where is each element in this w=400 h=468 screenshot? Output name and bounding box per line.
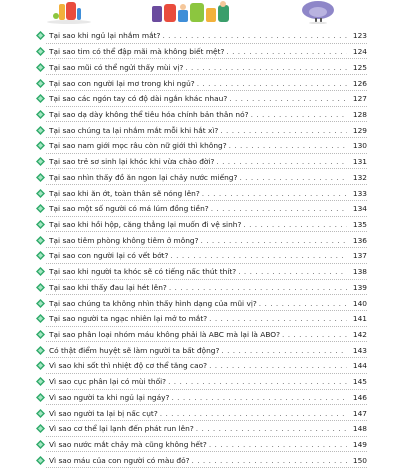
toc-entry-page-number: 124: [352, 47, 367, 57]
toc-entry-title: Tại sao tim có thể đập mãi mà không biết mệt?: [49, 47, 225, 57]
dot-leader: [170, 251, 347, 260]
toc-entry-title: Vì sao người ta lại bị nấc cụt?: [49, 408, 158, 418]
header-illustrations: [0, 0, 400, 24]
toc-entry-title: Tại sao một số người có má lúm đồng tiền?: [49, 204, 209, 214]
toc-entry-page-number: 125: [352, 62, 367, 72]
diamond-bullet-icon: [36, 409, 45, 418]
toc-entry: [36, 358, 367, 374]
toc-entry-line: [49, 157, 367, 166]
toc-entry: [36, 59, 367, 75]
dot-leader: [239, 173, 347, 182]
dot-leader: [185, 63, 347, 72]
toc-entry-title: Vì sao cục phân lại có mùi thối?: [49, 377, 167, 387]
toc-entry: [36, 122, 367, 138]
dot-leader: [160, 409, 347, 418]
toc-entry-page-number: 150: [352, 455, 367, 465]
toc-entry-line: [49, 299, 367, 308]
toc-entry: [36, 217, 367, 233]
toc-entry-title: Tại sao khi người ta khóc sẽ có tiếng nấc thút thít?: [49, 267, 237, 277]
cartoon-children-group-illustration: [150, 0, 232, 24]
toc-entry-title: Tại sao khi thấy đau lại hét lên?: [49, 282, 167, 292]
diamond-bullet-icon: [36, 220, 45, 229]
toc-entry-title: Vì sao cơ thể lại lạnh đến phát run lên?: [49, 424, 194, 434]
toc-entry-line: [49, 267, 367, 276]
table-of-contents: [36, 28, 367, 468]
diamond-bullet-icon: [36, 424, 45, 433]
toc-entry-title: Tại sao tiêm phòng không tiêm ở mông?: [49, 235, 199, 245]
toc-entry-title: Vì sao nước mắt chảy mà cũng không hết?: [49, 440, 207, 450]
toc-entry-page-number: 123: [352, 31, 367, 41]
diamond-bullet-icon: [36, 126, 45, 135]
toc-entry: [36, 185, 367, 201]
toc-entry: [36, 342, 367, 358]
toc-entry: [36, 405, 367, 421]
dot-leader: [169, 283, 347, 292]
toc-entry: [36, 107, 367, 123]
dot-leader: [282, 330, 347, 339]
toc-entry-line: [49, 393, 367, 402]
toc-entry-title: Vì sao máu của con người có màu đỏ?: [49, 455, 190, 465]
toc-entry-line: [49, 31, 367, 40]
toc-entry-page-number: 149: [352, 440, 367, 450]
diamond-bullet-icon: [36, 267, 45, 276]
toc-entry-page-number: 135: [352, 219, 367, 229]
toc-entry-line: [49, 47, 367, 56]
toc-entry-title: Tại sao chúng ta lại nhắm mắt mỗi khi hắt xì?: [49, 125, 219, 135]
toc-entry-page-number: 128: [352, 109, 367, 119]
toc-entry: [36, 138, 367, 154]
dot-leader: [209, 361, 347, 370]
toc-entry-line: [49, 189, 367, 198]
toc-entry-page-number: 142: [352, 330, 367, 340]
toc-entry: [36, 75, 367, 91]
dot-leader: [201, 236, 347, 245]
toc-entry-title: Tại sao khi hồi hộp, căng thẳng lại muốn đi vệ sinh?: [49, 219, 242, 229]
dot-leader: [221, 346, 347, 355]
toc-entry: [36, 295, 367, 311]
toc-entry-title: Vì sao người ta khi ngủ lại ngáy?: [49, 392, 170, 402]
diamond-bullet-icon: [36, 189, 45, 198]
diamond-bullet-icon: [36, 440, 45, 449]
diamond-bullet-icon: [36, 79, 45, 88]
toc-entry-title: Có thật điểm huyệt sẽ làm người ta bất động?: [49, 345, 220, 355]
toc-entry-page-number: 145: [352, 377, 367, 387]
diamond-bullet-icon: [36, 63, 45, 72]
toc-entry-title: Tại sao khi ngủ lại nhắm mắt?: [49, 31, 161, 41]
diamond-bullet-icon: [36, 110, 45, 119]
toc-entry-line: [49, 79, 367, 88]
toc-entry-line: [49, 456, 367, 465]
dot-leader: [216, 157, 347, 166]
toc-entry-page-number: 134: [352, 204, 367, 214]
diamond-bullet-icon: [36, 173, 45, 182]
dot-leader: [259, 299, 347, 308]
toc-entry-page-number: 139: [352, 282, 367, 292]
toc-entry-page-number: 140: [352, 298, 367, 308]
dot-leader: [171, 393, 347, 402]
toc-entry: [36, 311, 367, 327]
dot-leader: [238, 267, 347, 276]
toc-entry-page-number: 130: [352, 141, 367, 151]
diamond-bullet-icon: [36, 456, 45, 465]
toc-entry-line: [49, 236, 367, 245]
toc-entry: [36, 280, 367, 296]
toc-entry-page-number: 148: [352, 424, 367, 434]
toc-entry-line: [49, 409, 367, 418]
toc-entry: [36, 452, 367, 468]
dot-leader: [162, 31, 347, 40]
dot-leader: [220, 126, 347, 135]
toc-entry-line: [49, 424, 367, 433]
toc-entry: [36, 327, 367, 343]
diamond-bullet-icon: [36, 251, 45, 260]
dot-leader: [209, 314, 347, 323]
toc-entry-page-number: 136: [352, 235, 367, 245]
diamond-bullet-icon: [36, 314, 45, 323]
toc-entry-line: [49, 173, 367, 182]
dot-leader: [226, 47, 347, 56]
toc-entry-line: [49, 126, 367, 135]
toc-entry-title: Tại sao chúng ta không nhìn thấy hình dạng của mũi vị?: [49, 298, 257, 308]
toc-entry-page-number: 126: [352, 78, 367, 88]
dot-leader: [243, 220, 347, 229]
toc-entry-page-number: 131: [352, 157, 367, 167]
diamond-bullet-icon: [36, 377, 45, 386]
diamond-bullet-icon: [36, 141, 45, 150]
toc-entry-title: Tại sao người ta ngạc nhiên lại mở to mắt?: [49, 314, 208, 324]
toc-entry: [36, 374, 367, 390]
dot-leader: [251, 110, 347, 119]
dot-leader: [202, 189, 347, 198]
toc-entry-title: Tại sao trẻ sơ sinh lại khóc khi vừa chào đời?: [49, 157, 215, 167]
toc-entry-page-number: 129: [352, 125, 367, 135]
toc-entry-page-number: 143: [352, 345, 367, 355]
toc-entry-line: [49, 204, 367, 213]
toc-entry: [36, 421, 367, 437]
toc-entry-title: Vì sao khi sốt thì nhiệt độ cơ thể tăng cao?: [49, 361, 208, 371]
toc-entry-title: Tại sao nam giới mọc râu còn nữ giới thì không?: [49, 141, 227, 151]
diamond-bullet-icon: [36, 393, 45, 402]
diamond-bullet-icon: [36, 361, 45, 370]
toc-entry-page-number: 132: [352, 172, 367, 182]
dot-leader: [168, 377, 347, 386]
toc-entry-title: Tại sao các ngón tay có độ dài ngắn khác nhau?: [49, 94, 228, 104]
diamond-bullet-icon: [36, 346, 45, 355]
toc-entry: [36, 437, 367, 453]
toc-entry-title: Tại sao nhìn thấy đồ ăn ngon lại chảy nước miếng?: [49, 172, 238, 182]
toc-entry-title: Tại sao khi ăn ớt, toàn thân sẽ nóng lên?: [49, 188, 200, 198]
toc-entry-line: [49, 377, 367, 386]
diamond-bullet-icon: [36, 204, 45, 213]
toc-entry-page-number: 127: [352, 94, 367, 104]
toc-entry-line: [49, 440, 367, 449]
dot-leader: [229, 94, 347, 103]
diamond-bullet-icon: [36, 47, 45, 56]
dot-leader: [196, 424, 347, 433]
toc-entry-title: Tại sao con người lại mơ trong khi ngủ?: [49, 78, 195, 88]
toc-entry-line: [49, 94, 367, 103]
toc-entry-line: [49, 283, 367, 292]
toc-entry-line: [49, 251, 367, 260]
toc-entry: [36, 232, 367, 248]
toc-entry: [36, 201, 367, 217]
diamond-bullet-icon: [36, 330, 45, 339]
diamond-bullet-icon: [36, 157, 45, 166]
toc-entry-line: [49, 141, 367, 150]
toc-entry-page-number: 141: [352, 314, 367, 324]
toc-entry-line: [49, 361, 367, 370]
toc-entry: [36, 28, 367, 44]
toc-entry-title: Tại sao phân loại nhóm máu không phải là ABC mà lại là ABO?: [49, 330, 281, 340]
toc-entry-title: Tại sao dạ dày không thể tiêu hóa chính bản thân nó?: [49, 109, 249, 119]
toc-entry-line: [49, 346, 367, 355]
dot-leader: [211, 204, 347, 213]
cartoon-child-illustration: [44, 0, 94, 24]
toc-entry-title: Tại sao con người lại có vết bớt?: [49, 251, 169, 261]
toc-entry-page-number: 138: [352, 267, 367, 277]
toc-entry: [36, 390, 367, 406]
toc-entry: [36, 44, 367, 60]
toc-entry-page-number: 133: [352, 188, 367, 198]
dot-leader: [197, 79, 347, 88]
toc-entry: [36, 91, 367, 107]
dot-leader: [209, 440, 347, 449]
toc-entry: [36, 248, 367, 264]
toc-entry: [36, 154, 367, 170]
toc-entry-page-number: 144: [352, 361, 367, 371]
diamond-bullet-icon: [36, 299, 45, 308]
toc-entry-line: [49, 110, 367, 119]
cartoon-bird-illustration: [296, 0, 340, 24]
dot-leader: [229, 141, 347, 150]
toc-entry-line: [49, 330, 367, 339]
diamond-bullet-icon: [36, 94, 45, 103]
toc-entry-line: [49, 314, 367, 323]
diamond-bullet-icon: [36, 236, 45, 245]
toc-entry: [36, 169, 367, 185]
dot-leader: [192, 456, 347, 465]
toc-entry-page-number: 137: [352, 251, 367, 261]
toc-entry-line: [49, 220, 367, 229]
toc-entry-page-number: 147: [352, 408, 367, 418]
toc-entry-page-number: 146: [352, 392, 367, 402]
toc-entry-line: [49, 63, 367, 72]
diamond-bullet-icon: [36, 283, 45, 292]
diamond-bullet-icon: [36, 31, 45, 40]
toc-entry: [36, 264, 367, 280]
toc-entry-title: Tại sao mũi có thể ngửi thấy mùi vị?: [49, 62, 184, 72]
